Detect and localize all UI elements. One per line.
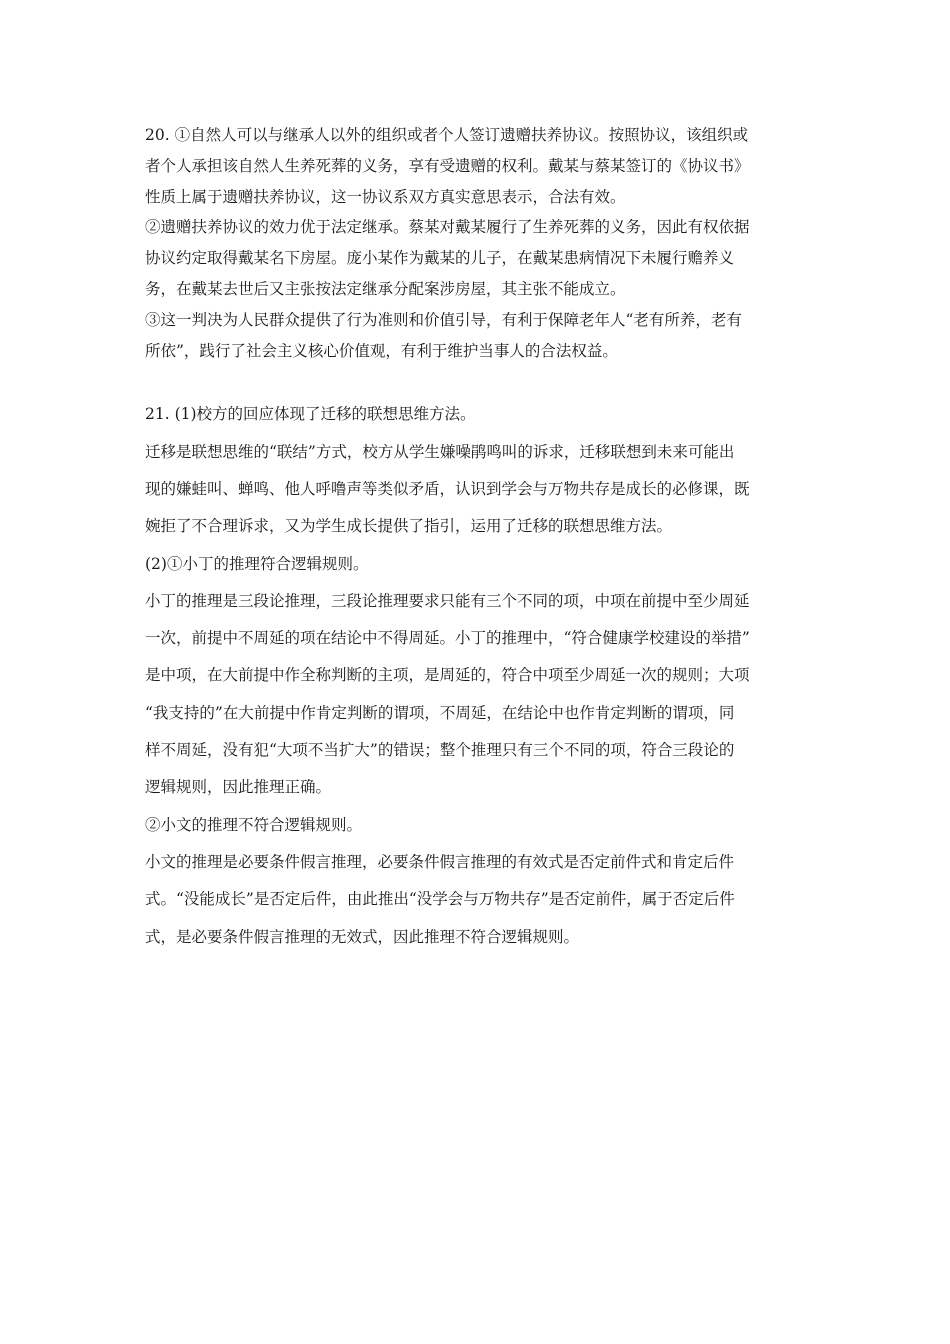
text-line: “我支持的”在大前提中作肯定判断的谓项，不周延，在结论中也作肯定判断的谓项，同 <box>145 703 735 722</box>
text-line: 21. (1)校方的回应体现了迁移的联想思维方法。 <box>145 405 476 424</box>
text-line: ②遗赠扶养协议的效力优于法定继承。蔡某对戴某履行了生养死葬的义务，因此有权依据 <box>145 218 750 237</box>
answer-20 <box>145 120 815 366</box>
answer-page <box>145 120 815 956</box>
text-line: 小丁的推理是三段论推理，三段论推理要求只能有三个不同的项，中项在前提中至少周延 <box>145 591 750 610</box>
text-line: 小文的推理是必要条件假言推理，必要条件假言推理的有效式是否定前件式和肯定后件 <box>145 852 735 871</box>
text-line: ②小文的推理不符合逻辑规则。 <box>145 815 363 834</box>
text-line: 一次，前提中不周延的项在结论中不得周延。小丁的推理中，“符合健康学校建设的举措” <box>145 629 750 648</box>
text-line: 是中项，在大前提中作全称判断的主项，是周延的，符合中项至少周延一次的规则；大项 <box>145 666 750 685</box>
text-line: 者个人承担该自然人生养死葬的义务，享有受遗赠的权利。戴某与蔡某签订的《协议书》 <box>145 156 750 175</box>
text-line: (2)①小丁的推理符合逻辑规则。 <box>145 554 369 573</box>
text-line: 婉拒了不合理诉求，又为学生成长提供了指引，运用了迁移的联想思维方法。 <box>145 517 673 536</box>
answer-21 <box>145 396 815 955</box>
text-line: 式。“没能成长”是否定后件，由此推出“没学会与万物共存”是否定前件，属于否定后件 <box>145 890 735 909</box>
text-line: 20. ①自然人可以与继承人以外的组织或者个人签订遗赠扶养协议。按照协议，该组织或 <box>145 126 749 144</box>
text-line: 样不周延，没有犯“大项不当扩大”的错误；整个推理只有三个不同的项，符合三段论的 <box>145 741 735 760</box>
text-line: 性质上属于遗赠扶养协议，这一协议系双方真实意思表示，合法有效。 <box>145 187 626 206</box>
text-line: 协议约定取得戴某名下房屋。庞小某作为戴某的儿子，在戴某患病情况下未履行赡养义 <box>145 249 735 268</box>
text-line: 务，在戴某去世后又主张按法定继承分配案涉房屋，其主张不能成立。 <box>145 279 626 298</box>
text-line: 逻辑规则，因此推理正确。 <box>145 778 332 797</box>
text-line: 现的嫌蛙叫、蝉鸣、他人呼噜声等类似矛盾，认识到学会与万物共存是成长的必修课，既 <box>145 479 750 498</box>
text-line: 迁移是联想思维的“联结”方式，校方从学生嫌噪鹃鸣叫的诉求，迁移联想到未来可能出 <box>145 442 735 461</box>
text-line: ③这一判决为人民群众提供了行为准则和价值引导，有利于保障老年人“老有所养，老有 <box>145 310 742 329</box>
section-gap <box>145 366 815 396</box>
text-line: 式，是必要条件假言推理的无效式，因此推理不符合逻辑规则。 <box>145 927 580 946</box>
text-line: 所依”，践行了社会主义核心价值观，有利于维护当事人的合法权益。 <box>145 341 618 360</box>
